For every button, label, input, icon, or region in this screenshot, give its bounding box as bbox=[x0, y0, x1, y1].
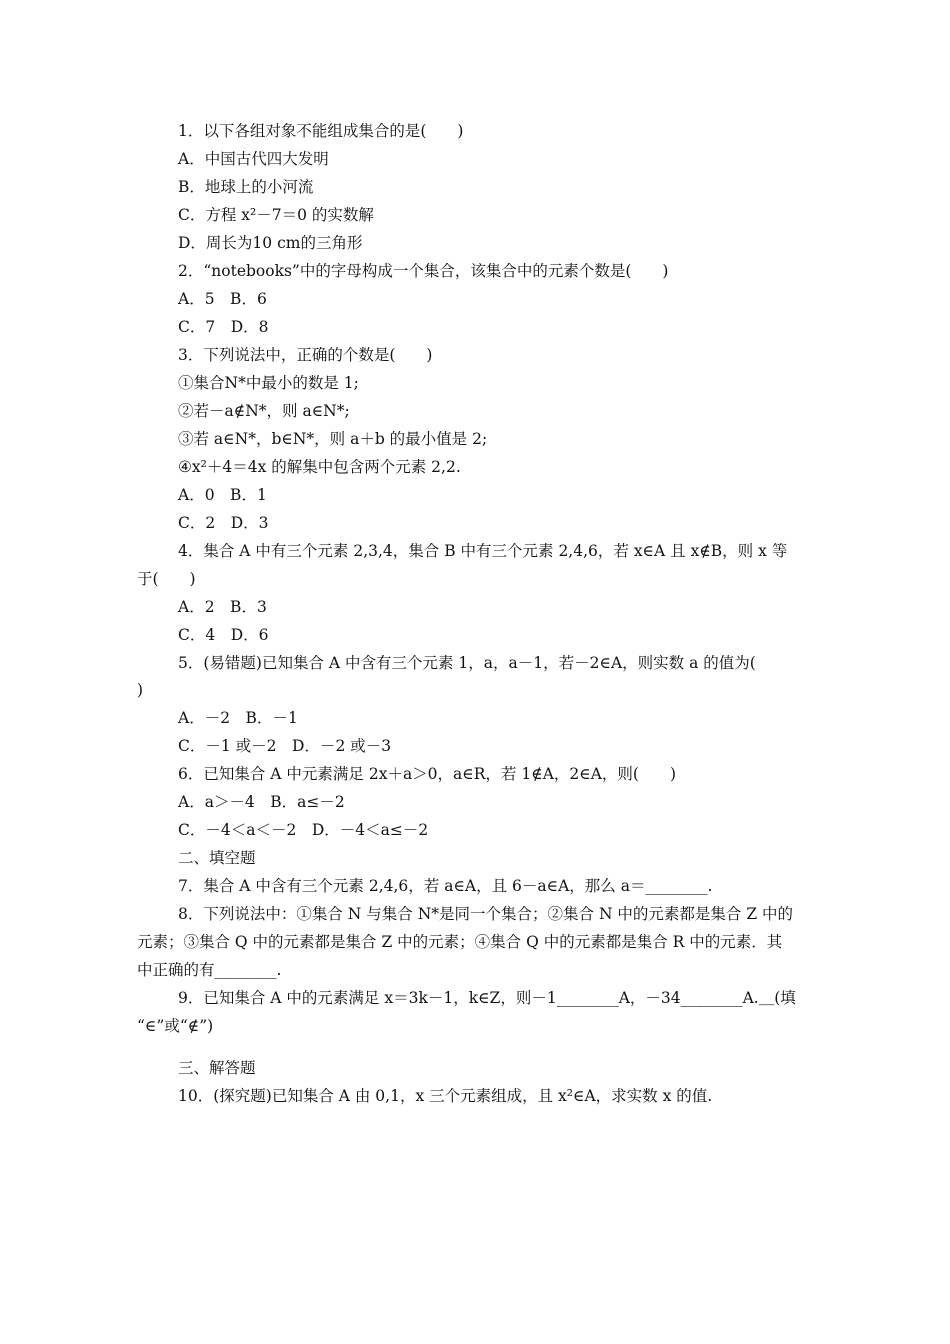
question-2-options-cd: C．7 D．8 bbox=[178, 318, 269, 336]
question-4-stem-cont: 于( ) bbox=[137, 570, 196, 588]
question-6-options-cd: C．－4＜a＜－2 D．－4＜a≤－2 bbox=[178, 821, 429, 839]
question-4-stem: 4．集合 A 中有三个元素 2,3,4，集合 B 中有三个元素 2,4,6，若 x∈A 且 x∉B，则 x 等 bbox=[178, 542, 788, 560]
question-1-stem: 1．以下各组对象不能组成集合的是( ) bbox=[178, 122, 464, 140]
question-2-options-ab: A．5 B．6 bbox=[178, 290, 267, 308]
question-7-stem: 7．集合 A 中含有三个元素 2,4,6，若 a∈A，且 6－a∈A，那么 a＝________. bbox=[178, 877, 713, 895]
section-answer-heading: 三、解答题 bbox=[178, 1059, 256, 1077]
question-3-statement-3: ③若 a∈N*，b∈N*，则 a＋b 的最小值是 2; bbox=[178, 430, 488, 448]
question-5-stem: 5．(易错题)已知集合 A 中含有三个元素 1，a，a－1，若－2∈A，则实数 a 的值为( bbox=[178, 654, 756, 672]
question-10-stem: 10．(探究题)已知集合 A 由 0,1，x 三个元素组成，且 x²∈A，求实数 x 的值. bbox=[178, 1087, 713, 1105]
question-1-option-b: B．地球上的小河流 bbox=[178, 178, 314, 196]
question-3-options-cd: C．2 D．3 bbox=[178, 514, 269, 532]
question-5-options-ab: A．－2 B．－1 bbox=[178, 709, 298, 727]
question-2-stem: 2．“notebooks”中的字母构成一个集合，该集合中的元素个数是( ) bbox=[178, 262, 669, 280]
question-8-stem-cont-1: 元素；③集合 Q 中的元素都是集合 Z 中的元素；④集合 Q 中的元素都是集合 R 中的元素．其 bbox=[137, 933, 783, 951]
section-fill-in-heading: 二、填空题 bbox=[178, 849, 256, 867]
question-6-options-ab: A．a＞－4 B．a≤－2 bbox=[178, 793, 345, 811]
question-9-stem: 9．已知集合 A 中的元素满足 x＝3k－1，k∈Z，则－1________A，－34________A.＿(填 bbox=[178, 989, 796, 1007]
question-3-statement-4: ④x²＋4＝4x 的解集中包含两个元素 2,2. bbox=[178, 458, 461, 476]
question-3-options-ab: A．0 B．1 bbox=[178, 486, 267, 504]
question-8-stem: 8．下列说法中：①集合 N 与集合 N*是同一个集合；②集合 N 中的元素都是集合 Z 中的 bbox=[178, 905, 794, 923]
question-3-stem: 3．下列说法中，正确的个数是( ) bbox=[178, 346, 433, 364]
question-1-option-c: C．方程 x²－7＝0 的实数解 bbox=[178, 206, 374, 224]
question-5-stem-cont: ) bbox=[137, 681, 144, 699]
question-5-options-cd: C．－1 或－2 D．－2 或－3 bbox=[178, 737, 392, 755]
question-4-options-cd: C．4 D．6 bbox=[178, 626, 269, 644]
question-3-statement-1: ①集合N*中最小的数是 1; bbox=[178, 374, 359, 392]
question-1-option-d: D．周长为10 cm的三角形 bbox=[178, 234, 363, 252]
question-1-option-a: A．中国古代四大发明 bbox=[178, 150, 329, 168]
question-9-stem-cont: “∈”或“∉”) bbox=[137, 1017, 214, 1035]
question-8-stem-cont-2: 中正确的有________. bbox=[137, 961, 282, 979]
question-3-statement-2: ②若－a∉N*，则 a∈N*; bbox=[178, 402, 350, 420]
question-6-stem: 6．已知集合 A 中元素满足 2x＋a＞0，a∈R，若 1∉A，2∈A，则( ) bbox=[178, 765, 677, 783]
question-4-options-ab: A．2 B．3 bbox=[178, 598, 267, 616]
